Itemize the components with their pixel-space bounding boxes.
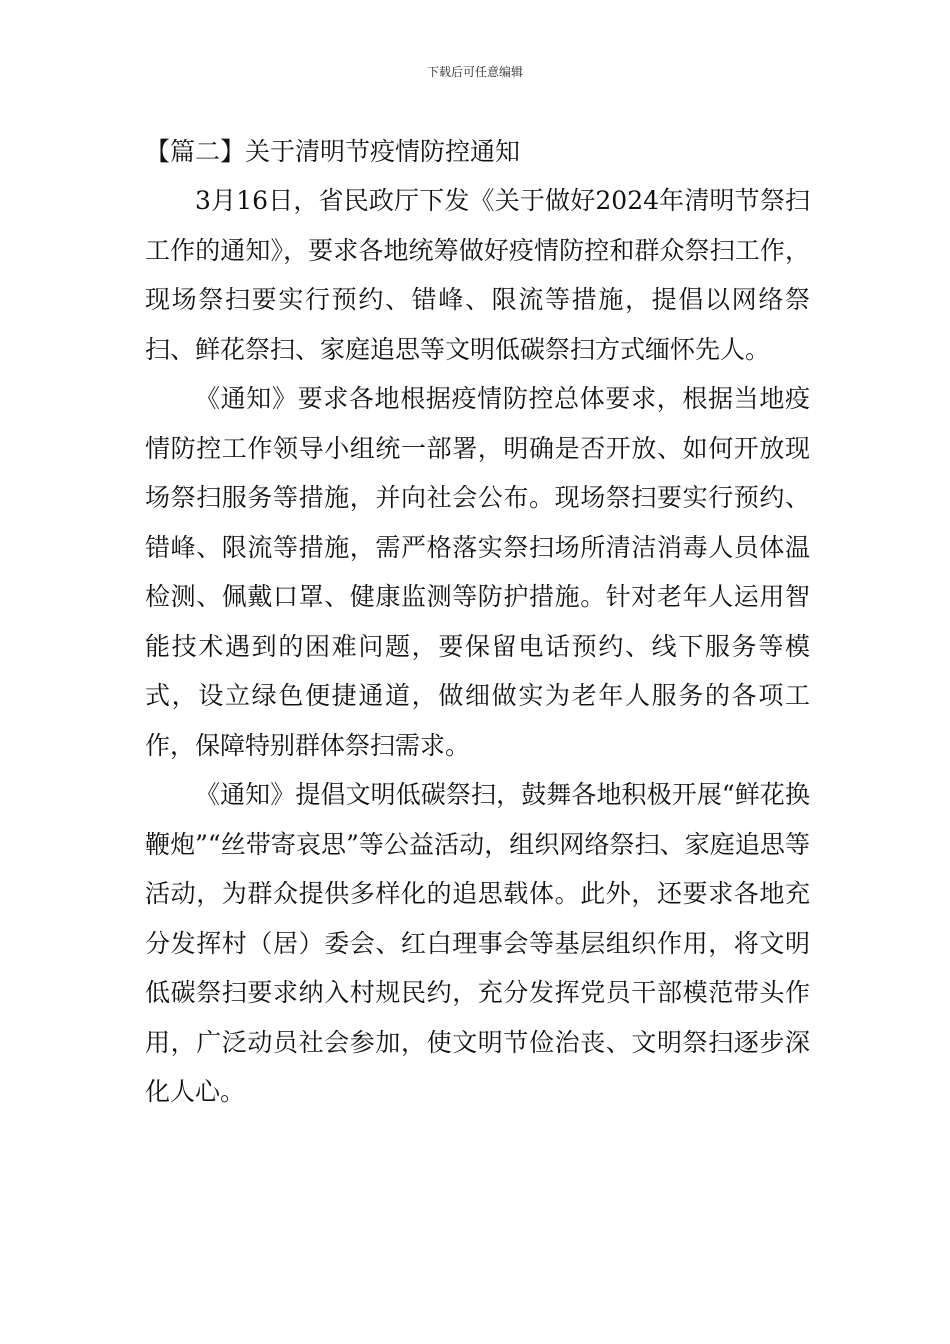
page-header-note: 下载后可任意编辑 — [426, 65, 523, 79]
paragraph-3: 《通知》提倡文明低碳祭扫，鼓舞各地积极开展“鲜花换鞭炮”“丝带寄哀思”等公益活动，组织网络祭扫、家庭追思等活动，为群众提供多样化的追思载体。此外，还要求各地充分发挥村（居）委会、红白理事会等基层组织作用，将文明低碳祭扫要求纳入村规民约，充分发挥党员干部模范带头作用，广泛动员社会参加，使文明节俭治丧、文明祭扫逐步深化人心。 — [145, 780, 810, 1106]
document-body — [145, 128, 810, 1117]
document-title: 【篇二】关于清明节疫情防控通知 — [145, 137, 521, 166]
paragraph-1: 3月16日，省民政厅下发《关于做好2024年清明节祭扫工作的通知》，要求各地统筹做好疫情防控和群众祭扫工作，现场祭扫要实行预约、错峰、限流等措施，提倡以网络祭扫、鲜花祭扫、家庭追思等文明低碳祭扫方式缅怀先人。 — [145, 186, 810, 364]
paragraph-2: 《通知》要求各地根据疫情防控总体要求，根据当地疫情防控工作领导小组统一部署，明确是否开放、如何开放现场祭扫服务等措施，并向社会公布。现场祭扫要实行预约、错峰、限流等措施，需严格落实祭扫场所清洁消毒人员体温检测、佩戴口罩、健康监测等防护措施。针对老年人运用智能技术遇到的困难问题，要保留电话预约、线下服务等模式，设立绿色便捷通道，做细做实为老年人服务的各项工作，保障特别群体祭扫需求。 — [145, 384, 810, 760]
